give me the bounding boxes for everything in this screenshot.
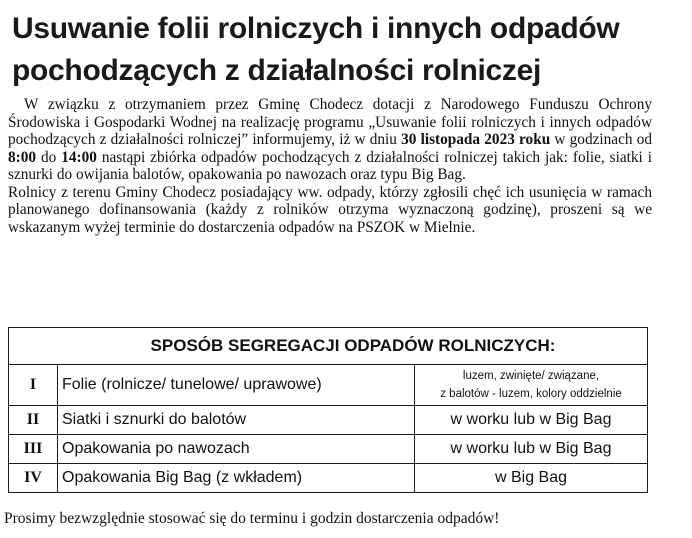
- segregation-method: [415, 365, 648, 406]
- title-line-1: Usuwanie folii rolniczych i innych odpadów: [12, 12, 620, 45]
- waste-type: Folie (rolnicze/ tunelowe/ uprawowe): [58, 365, 415, 406]
- title-line-2: pochodzących z działalności rolniczej: [12, 54, 542, 87]
- collection-date: 30 listopada 2023 roku: [401, 131, 551, 148]
- method-line-2: z balotów - luzem, kolory oddzielnie: [440, 388, 622, 400]
- footer-notice: Prosimy bezwzględnie stosować się do terminu i godzin dostarczenia odpadów!: [4, 510, 500, 527]
- table-header: SPOSÓB SEGREGACJI ODPADÓW ROLNICZYCH:: [9, 328, 648, 365]
- end-time: 14:00: [61, 148, 97, 166]
- hours-between: do: [41, 148, 57, 166]
- table-row: [9, 365, 648, 406]
- segregation-method: w worku lub w Big Bag: [415, 406, 648, 435]
- table-row: [9, 464, 648, 493]
- segregation-method: w worku lub w Big Bag: [415, 435, 648, 464]
- second-paragraph: Rolnicy z terenu Gminy Chodecz posiadający ww. odpady, którzy zgłosili chęć ich usunięcia w ramach planowanego dofinansowania (każdy z rolników otrzyma wyznaczoną godzinę), proszeni są we wskazanym wyżej terminie do dostarczenia odpadów na PSZOK w Mielnie.: [8, 183, 652, 236]
- table-row: [9, 435, 648, 464]
- start-time: 8:00: [8, 148, 37, 166]
- page-title: [12, 8, 687, 92]
- method-line-1: luzem, zwinięte/ związane,: [462, 370, 600, 382]
- intro-text: W związku z otrzymaniem przez Gminę Chodecz dotacji z Narodowego Funduszu Ochrony Środowiska i Gospodarki Wodnej na realizację programu „Usuwanie folii rolniczych i innych odpadów pochodzących z działalności rolniczej” informujemy, iż w dniu: [8, 96, 652, 148]
- announcement-body: [8, 96, 652, 236]
- waste-type: Opakowania po nawozach: [58, 435, 415, 464]
- row-number: IV: [9, 464, 58, 493]
- segregation-table: [8, 327, 648, 493]
- collection-description: nastąpi zbiórka odpadów pochodzących z działalności rolniczej takich jak: folie, siatki i sznurki do owijania balotów, opakowania po nawozach oraz typu Big Bag.: [8, 148, 653, 183]
- hours-prefix: w godzinach od: [554, 131, 652, 148]
- waste-type: Opakowania Big Bag (z wkładem): [58, 464, 415, 493]
- row-number: I: [9, 365, 58, 406]
- row-number: II: [9, 406, 58, 435]
- segregation-method: w Big Bag: [415, 464, 648, 493]
- row-number: III: [9, 435, 58, 464]
- table-header-row: [9, 328, 648, 365]
- waste-type: Siatki i sznurki do balotów: [58, 406, 415, 435]
- intro-paragraph: [8, 96, 652, 184]
- table-row: [9, 406, 648, 435]
